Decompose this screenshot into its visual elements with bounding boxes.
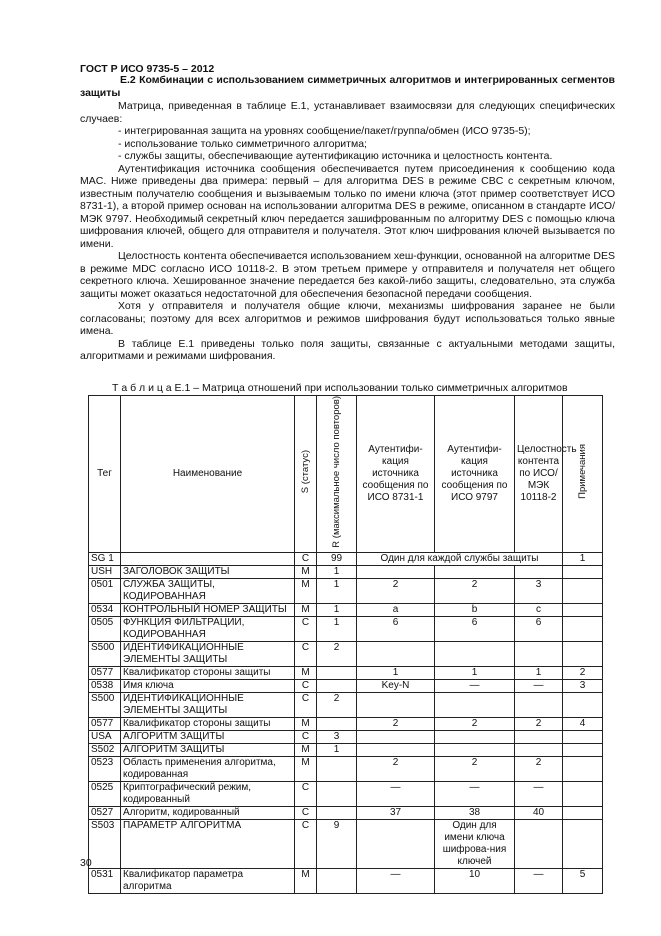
- cell-c: 3: [515, 578, 563, 603]
- paragraph: В таблице Е.1 приведены только поля защиты, связанные с актуальными методами защиты, алгоритмами и режимами шифрования.: [80, 337, 615, 362]
- table-row: [89, 641, 603, 666]
- cell-note: [563, 603, 603, 616]
- cell-name: СЛУЖБА ЗАЩИТЫ, КОДИРОВАННАЯ: [121, 578, 295, 603]
- cell-b: [435, 692, 515, 717]
- paragraph: Хотя у отправителя и получателя общие ключи, механизмы шифрования заранее не были согласованы; поэтому для всех алгоритмов и режимов шифрования будут использоваться только явные имена.: [80, 300, 615, 337]
- table-row: [89, 616, 603, 641]
- cell-c: [515, 565, 563, 578]
- cell-name: Криптографический режим, кодированный: [121, 781, 295, 806]
- cell-note: [563, 781, 603, 806]
- cell-b: 1: [435, 666, 515, 679]
- table-row: [89, 730, 603, 743]
- cell-a: 6: [357, 616, 435, 641]
- cell-tag: 0531: [89, 868, 121, 893]
- cell-name: Квалификатор параметра алгоритма: [121, 868, 295, 893]
- cell-span: Один для каждой службы защиты: [357, 552, 563, 565]
- table-row: [89, 781, 603, 806]
- header-auth-9797: Аутентифи-кация источника сообщения по ИСО 9797: [435, 396, 515, 553]
- table-row: [89, 819, 603, 868]
- cell-tag: S502: [89, 743, 121, 756]
- cell-s: C: [295, 679, 317, 692]
- cell-tag: S500: [89, 692, 121, 717]
- cell-b: —: [435, 679, 515, 692]
- cell-name: ЗАГОЛОВОК ЗАЩИТЫ: [121, 565, 295, 578]
- cell-r: 2: [317, 641, 357, 666]
- cell-s: M: [295, 578, 317, 603]
- cell-name: КОНТРОЛЬНЫЙ НОМЕР ЗАЩИТЫ: [121, 603, 295, 616]
- cell-c: —: [515, 868, 563, 893]
- cell-a: Key-N: [357, 679, 435, 692]
- cell-name: ФУНКЦИЯ ФИЛЬТРАЦИИ, КОДИРОВАННАЯ: [121, 616, 295, 641]
- cell-note: [563, 616, 603, 641]
- cell-name: Имя ключа: [121, 679, 295, 692]
- cell-tag: 0527: [89, 806, 121, 819]
- cell-a: [357, 743, 435, 756]
- cell-name: [121, 552, 295, 565]
- cell-a: 2: [357, 717, 435, 730]
- cell-b: Один для имени ключа шифрова-ния ключей: [435, 819, 515, 868]
- paragraph: Целостность контента обеспечивается использованием хеш-функции, основанной на алгоритме DES в режиме MDC согласно ИСО 10118-2. В этом третьем примере у отправителя и получателя нет общего секретного ключа. Хешированное значение передается без какой-либо защиты, следовательно, эта служба защиты может оказаться недостаточной для обеспечения безопасной передачи сообщения.: [80, 250, 615, 300]
- cell-c: 2: [515, 717, 563, 730]
- cell-tag: USH: [89, 565, 121, 578]
- cell-s: C: [295, 819, 317, 868]
- cell-b: [435, 565, 515, 578]
- cell-r: 2: [317, 692, 357, 717]
- cell-r: 1: [317, 616, 357, 641]
- cell-r: [317, 806, 357, 819]
- cell-name: ПАРАМЕТР АЛГОРИТМА: [121, 819, 295, 868]
- cell-b: [435, 743, 515, 756]
- list-item: - службы защиты, обеспечивающие аутентификацию источника и целостность контента.: [118, 150, 553, 162]
- cell-b: 10: [435, 868, 515, 893]
- table-row: [89, 679, 603, 692]
- cell-r: 3: [317, 730, 357, 743]
- cell-tag: 0523: [89, 756, 121, 781]
- cell-name: Алгоритм, кодированный: [121, 806, 295, 819]
- cell-tag: USA: [89, 730, 121, 743]
- cell-s: C: [295, 616, 317, 641]
- table-row: [89, 756, 603, 781]
- cell-s: M: [295, 756, 317, 781]
- cell-r: 1: [317, 565, 357, 578]
- cell-tag: 0505: [89, 616, 121, 641]
- cell-r: 99: [317, 552, 357, 565]
- list-item: - интегрированная защита на уровнях сообщение/пакет/группа/обмен (ИСО 9735-5);: [118, 125, 531, 137]
- cell-tag: 0525: [89, 781, 121, 806]
- cell-note: 5: [563, 868, 603, 893]
- table-row: [89, 666, 603, 679]
- cell-tag: 0577: [89, 717, 121, 730]
- cell-c: —: [515, 781, 563, 806]
- table-row: [89, 717, 603, 730]
- cell-name: АЛГОРИТМ ЗАЩИТЫ: [121, 730, 295, 743]
- cell-s: M: [295, 666, 317, 679]
- cell-note: [563, 743, 603, 756]
- cell-r: 1: [317, 603, 357, 616]
- cell-tag: SG 1: [89, 552, 121, 565]
- cell-note: [563, 692, 603, 717]
- cell-c: [515, 819, 563, 868]
- cell-tag: 0577: [89, 666, 121, 679]
- cell-tag: 0538: [89, 679, 121, 692]
- header-status: S (статус): [295, 396, 317, 553]
- cell-note: [563, 578, 603, 603]
- cell-r: 9: [317, 819, 357, 868]
- cell-name: Область применения алгоритма, кодированная: [121, 756, 295, 781]
- cell-a: 1: [357, 666, 435, 679]
- cell-a: 2: [357, 756, 435, 781]
- cell-s: C: [295, 552, 317, 565]
- cell-b: [435, 730, 515, 743]
- cell-a: [357, 641, 435, 666]
- cell-note: 4: [563, 717, 603, 730]
- cell-a: [357, 565, 435, 578]
- cell-name: АЛГОРИТМ ЗАЩИТЫ: [121, 743, 295, 756]
- cell-a: 2: [357, 578, 435, 603]
- list-item: - использование только симметричного алгоритма;: [118, 137, 367, 150]
- cell-note: 2: [563, 666, 603, 679]
- page-header: ГОСТ Р ИСО 9735-5 – 2012: [80, 63, 215, 75]
- cell-note: [563, 641, 603, 666]
- paragraph: Матрица, приведенная в таблице Е.1, устанавливает взаимосвязи для следующих специфических случаев:: [80, 100, 615, 125]
- cell-name: Квалификатор стороны защиты: [121, 666, 295, 679]
- cell-b: —: [435, 781, 515, 806]
- cell-b: 38: [435, 806, 515, 819]
- cell-c: —: [515, 679, 563, 692]
- cell-c: [515, 743, 563, 756]
- cell-s: C: [295, 641, 317, 666]
- table-row: [89, 578, 603, 603]
- cell-note: [563, 806, 603, 819]
- cell-r: 1: [317, 578, 357, 603]
- table-row: [89, 565, 603, 578]
- cell-c: [515, 730, 563, 743]
- table-row: [89, 603, 603, 616]
- header-integrity: Целостность контента по ИСО/МЭК 10118-2: [515, 396, 563, 553]
- table-row: [89, 806, 603, 819]
- header-tag: Тег: [89, 396, 121, 553]
- cell-tag: 0534: [89, 603, 121, 616]
- table-caption: Т а б л и ц а Е.1 – Матрица отношений при использовании только симметричных алгоритмов: [112, 382, 568, 394]
- cell-tag: S503: [89, 819, 121, 868]
- header-repeats: R (максимальное число повторов): [317, 396, 357, 553]
- cell-c: c: [515, 603, 563, 616]
- cell-b: 6: [435, 616, 515, 641]
- page-number: 30: [80, 857, 92, 869]
- cell-r: 1: [317, 743, 357, 756]
- body-text: [80, 100, 615, 363]
- cell-r: [317, 679, 357, 692]
- cell-name: ИДЕНТИФИКАЦИОННЫЕ ЭЛЕМЕНТЫ ЗАЩИТЫ: [121, 692, 295, 717]
- cell-s: M: [295, 717, 317, 730]
- cell-a: 37: [357, 806, 435, 819]
- cell-a: [357, 819, 435, 868]
- cell-c: [515, 641, 563, 666]
- paragraph: Аутентификация источника сообщения обеспечивается путем присоединения к сообщению кода MAC. Ниже приведены два примера: первый – для алгоритма DES в режиме CBC с секретным ключом, известным получателю сообщения и вызываемым только по имени ключа (этот пример соответствует ИСО 8731-1), а второй пример основан на использовании алгоритма DES в режиме, описанном в стандарте ИСО/МЭК 9797. Необходимый секретный ключ передается зашифрованным по алгоритму DES с помощью ключа шифрования ключей, общего для отправителя и получателя. Этот ключ шифрования ключей вызывается по имени.: [80, 162, 615, 250]
- cell-s: M: [295, 603, 317, 616]
- cell-b: [435, 641, 515, 666]
- section-title: Е.2 Комбинации с использованием симметричных алгоритмов и интегрированных сегментов защиты: [80, 74, 615, 99]
- cell-c: 40: [515, 806, 563, 819]
- table-row: [89, 552, 603, 565]
- cell-note: [563, 565, 603, 578]
- cell-a: —: [357, 781, 435, 806]
- cell-s: M: [295, 743, 317, 756]
- cell-b: 2: [435, 717, 515, 730]
- table-row: [89, 868, 603, 893]
- cell-note: [563, 819, 603, 868]
- table-row: [89, 692, 603, 717]
- cell-c: 2: [515, 756, 563, 781]
- cell-b: b: [435, 603, 515, 616]
- header-notes: Примечания: [563, 396, 603, 553]
- header-name: Наименование: [121, 396, 295, 553]
- cell-c: 6: [515, 616, 563, 641]
- cell-a: —: [357, 868, 435, 893]
- cell-name: Квалификатор стороны защиты: [121, 717, 295, 730]
- cell-r: [317, 666, 357, 679]
- cell-a: [357, 692, 435, 717]
- header-auth-8731: Аутентифи-кация источника сообщения по ИСО 8731-1: [357, 396, 435, 553]
- relations-matrix-table: [88, 395, 603, 894]
- cell-b: 2: [435, 756, 515, 781]
- cell-note: [563, 756, 603, 781]
- cell-b: 2: [435, 578, 515, 603]
- cell-r: [317, 868, 357, 893]
- cell-c: [515, 692, 563, 717]
- cell-s: C: [295, 806, 317, 819]
- cell-s: C: [295, 730, 317, 743]
- cell-note: 3: [563, 679, 603, 692]
- cell-s: M: [295, 868, 317, 893]
- cell-c: 1: [515, 666, 563, 679]
- cell-a: [357, 730, 435, 743]
- cell-tag: S500: [89, 641, 121, 666]
- cell-s: C: [295, 692, 317, 717]
- cell-r: [317, 717, 357, 730]
- table-row: [89, 743, 603, 756]
- cell-a: a: [357, 603, 435, 616]
- cell-name: ИДЕНТИФИКАЦИОННЫЕ ЭЛЕМЕНТЫ ЗАЩИТЫ: [121, 641, 295, 666]
- cell-note: [563, 730, 603, 743]
- cell-r: [317, 781, 357, 806]
- cell-note: 1: [563, 552, 603, 565]
- cell-s: C: [295, 781, 317, 806]
- cell-r: [317, 756, 357, 781]
- cell-s: M: [295, 565, 317, 578]
- cell-tag: 0501: [89, 578, 121, 603]
